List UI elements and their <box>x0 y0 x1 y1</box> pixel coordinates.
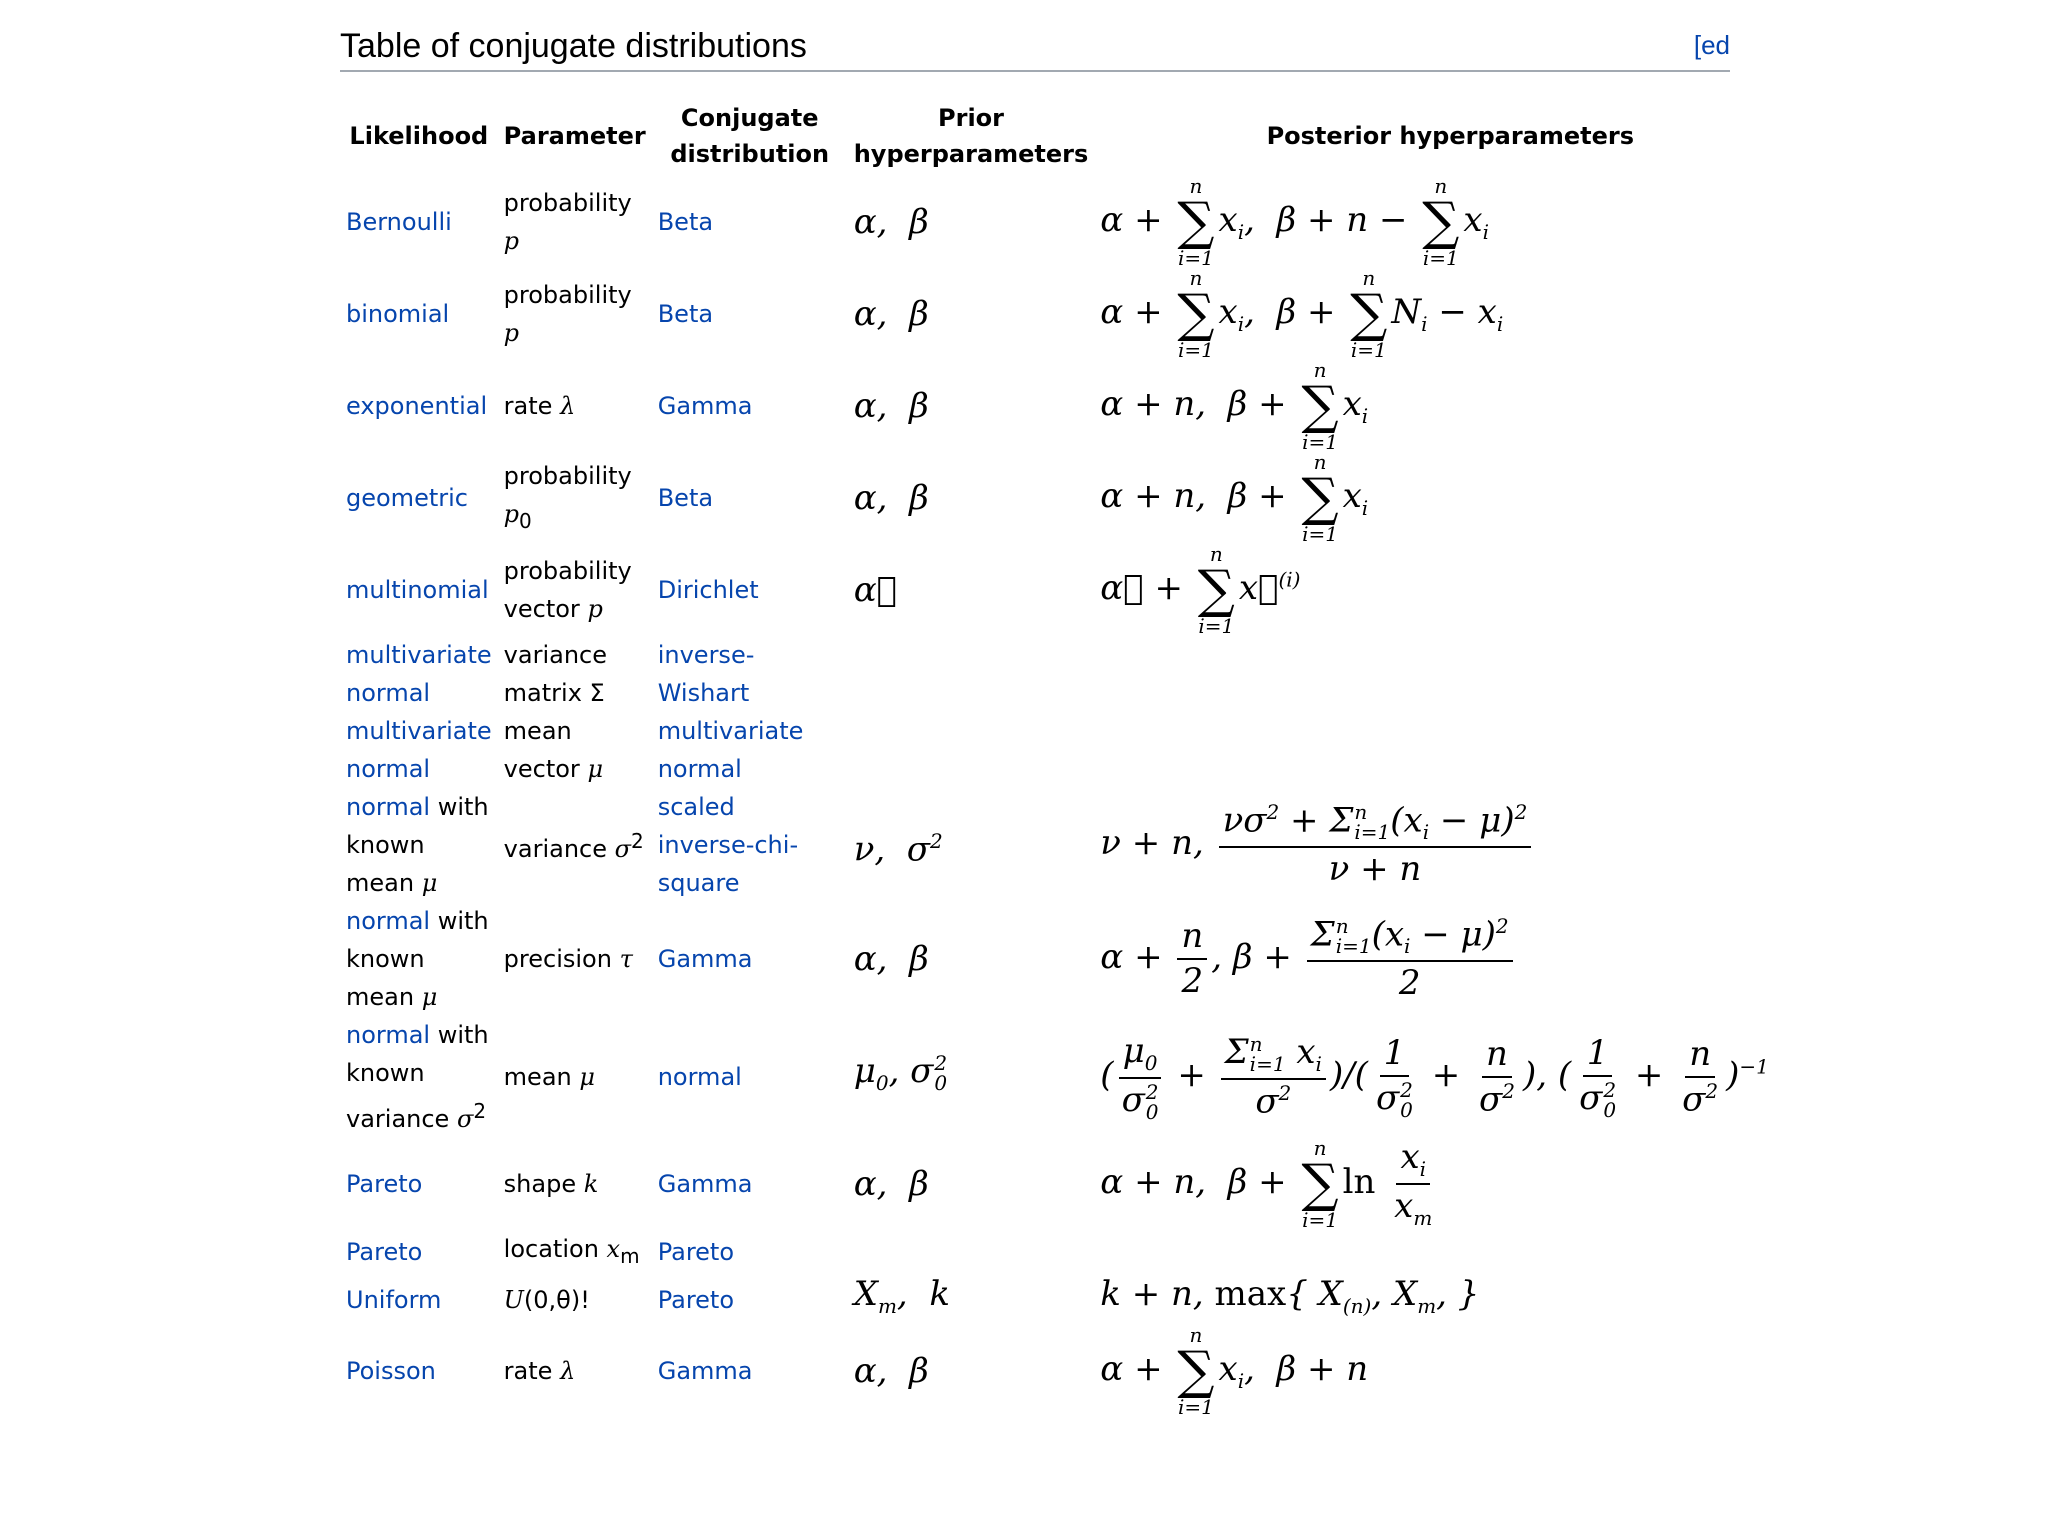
posterior-hyperparameters-cell: α⃗ + n ∑ i=1 x⃗$^{(i)}$ <box>1100 542 1301 638</box>
fraction: 1 σ 2 0 <box>1579 1032 1617 1123</box>
header-conjugate: Conjugate distribution <box>670 104 830 168</box>
likelihood-cell[interactable]: Poisson <box>346 1356 436 1385</box>
header-posterior: Posterior hyperparameters <box>1266 122 1635 150</box>
section-heading <box>340 22 1730 72</box>
parameter-cell: shape k <box>503 1170 599 1198</box>
likelihood-cell: normal with known mean μ <box>346 793 489 897</box>
posterior-hyperparameters-cell <box>1094 636 1806 712</box>
posterior-hyperparameters-cell: ( $\mu_0$ σ 2 0 + Σ n i=1 $x_i$ $\sigma^2$ )/( 1 σ 2 0 + $\frac{n}{\sigma^2}$ ), ( 1 σ 2 0 + $\frac{n}{\sigma^2}$ )$^{-1}$ <box>1100 1031 1769 1124</box>
prior-hyperparameters-cell <box>848 636 1095 712</box>
prior-hyperparameters-cell: α, β <box>853 478 929 518</box>
edit-link[interactable]: [ed <box>1693 30 1730 60</box>
conjugate-cell[interactable]: normal <box>657 1063 742 1091</box>
prior-hyperparameters-cell <box>848 712 1095 788</box>
prior-hyperparameters-cell: α, β <box>853 202 929 242</box>
table-row <box>340 544 1806 636</box>
parameter-cell: probability p <box>503 189 632 255</box>
section-title: Table of conjugate distributions <box>340 27 807 65</box>
conjugate-cell[interactable]: Beta <box>657 484 714 512</box>
posterior-hyperparameters-cell: α + n, β + n ∑ i=1 $x_i$ <box>1100 450 1369 546</box>
conjugate-cell[interactable]: Pareto <box>657 1285 735 1314</box>
prior-hyperparameters-cell: α⃗ <box>853 570 898 610</box>
table-row <box>340 1275 1806 1325</box>
table-row <box>340 1138 1806 1230</box>
parameter-cell: rate λ <box>503 1356 576 1385</box>
posterior-hyperparameters-cell <box>1094 712 1806 788</box>
posterior-hyperparameters-cell: k + n, max{ $X_{(n)}$, $X_m$, } <box>1100 1273 1480 1318</box>
fraction: Σ n i=1 $(x_i - \mu)^2$ 2 <box>1307 915 1513 1003</box>
summation-symbol: n ∑ i=1 <box>1177 174 1215 270</box>
table-row <box>340 1016 1806 1138</box>
fraction: $\frac{x_i}{x_m}$ <box>1394 1137 1433 1230</box>
conjugate-cell[interactable]: Gamma <box>657 392 753 420</box>
fraction: Σ n i=1 $x_i$ $\sigma^2$ <box>1221 1033 1326 1121</box>
prior-hyperparameters-cell: α, β <box>853 386 929 426</box>
summation-symbol: n ∑ i=1 <box>1177 1322 1215 1419</box>
conjugate-cell[interactable]: Pareto <box>657 1238 735 1267</box>
fraction: $\frac{n}{\sigma^2}$ <box>1682 1033 1719 1120</box>
prior-hyperparameters-cell: α, β <box>853 1164 929 1204</box>
likelihood-cell: normal with known variance $\sigma^2$ <box>346 1021 489 1133</box>
prior-hyperparameters-cell <box>848 1230 1095 1275</box>
summation-symbol: n ∑ i=1 <box>1422 174 1460 270</box>
table-row <box>340 360 1806 452</box>
header-likelihood: Likelihood <box>349 122 489 150</box>
posterior-hyperparameters-cell <box>1094 1230 1806 1275</box>
table-header-row <box>340 96 1806 176</box>
prior-hyperparameters-cell: α, β <box>853 939 929 979</box>
parameter-cell: probability $p_0$ <box>503 461 632 533</box>
parameter-cell: precision τ <box>503 945 633 973</box>
likelihood-cell[interactable]: multivariate normal <box>346 717 492 783</box>
conjugate-cell[interactable]: multivariate normal <box>657 717 804 783</box>
summation-symbol: n ∑ i=1 <box>1301 450 1339 546</box>
parameter-cell: rate λ <box>503 392 576 420</box>
likelihood-cell[interactable]: Pareto <box>346 1170 423 1198</box>
table-row <box>340 712 1806 788</box>
posterior-hyperparameters-cell: α + $\frac{n}{2}$ , β + Σ n i=1 $(x_i - \mu)^2$ 2 <box>1094 902 1806 1016</box>
summation-symbol: n ∑ i=1 <box>1177 266 1215 362</box>
summation-symbol: n ∑ i=1 <box>1197 542 1235 638</box>
likelihood-cell[interactable]: geometric <box>346 484 468 512</box>
parameter-cell: mean μ <box>503 1063 595 1091</box>
conjugate-distributions-table <box>340 96 1806 1417</box>
posterior-hyperparameters-cell: α + n ∑ i=1 $x_i$, β + n − n ∑ i=1 $x_i$ <box>1100 174 1489 270</box>
parameter-cell: variance matrix Σ <box>503 641 607 707</box>
conjugate-cell[interactable]: inverse-Wishart <box>657 641 755 707</box>
prior-hyperparameters-cell: ν, $\sigma^2$ <box>853 828 943 870</box>
fraction: $\frac{n}{\sigma^2}$ <box>1479 1033 1515 1120</box>
likelihood-cell[interactable]: multinomial <box>346 576 489 604</box>
parameter-cell: probability vector p <box>503 557 632 623</box>
likelihood-cell[interactable]: binomial <box>346 300 450 328</box>
conjugate-cell[interactable]: Gamma <box>657 1170 753 1198</box>
parameter-cell: location $x_m$ <box>503 1235 640 1268</box>
table-row <box>340 1325 1806 1417</box>
fraction: $\nu\sigma^2 + \Sigma$ n i=1 $(x_i - \mu)^2$ ν + n <box>1219 801 1532 889</box>
posterior-hyperparameters-cell: α + n ∑ i=1 $x_i$, β + n <box>1100 1322 1369 1419</box>
conjugate-cell[interactable]: Dirichlet <box>657 576 759 604</box>
posterior-hyperparameters-cell: ν + n, $\nu\sigma^2 + \Sigma$ n i=1 $(x_i - \mu)^2$ ν + n <box>1094 788 1806 902</box>
header-prior: Prior hyperparameters <box>853 104 1089 168</box>
posterior-hyperparameters-cell: α + n, β + n ∑ i=1 ln $\frac{x_i}{x_m}$ <box>1094 1138 1806 1230</box>
likelihood-cell[interactable]: Bernoulli <box>346 208 452 236</box>
summation-symbol: n ∑ i=1 <box>1301 1136 1339 1232</box>
parameter-cell: probability p <box>503 281 632 347</box>
conjugate-cell[interactable]: Beta <box>657 208 714 236</box>
table-row <box>340 1230 1806 1275</box>
table-row <box>340 788 1806 902</box>
prior-hyperparameters-cell: $X_m$, k <box>853 1273 950 1318</box>
table-row <box>340 452 1806 544</box>
fraction: $\mu_0$ σ 2 0 <box>1118 1032 1163 1122</box>
header-parameter: Parameter <box>503 122 646 150</box>
likelihood-cell[interactable]: exponential <box>346 392 488 420</box>
prior-hyperparameters-cell: α, β <box>853 1350 929 1391</box>
likelihood-cell[interactable]: multivariate normal <box>346 641 492 707</box>
conjugate-cell[interactable]: scaled inverse-chi-square <box>657 793 799 897</box>
table-row <box>340 268 1806 360</box>
conjugate-cell[interactable]: Gamma <box>657 945 753 973</box>
parameter-cell: U(0,θ)! <box>503 1285 590 1314</box>
table-row <box>340 636 1806 712</box>
posterior-hyperparameters-cell: α + n ∑ i=1 $x_i$, β + n ∑ i=1 $N_i - x_i$ <box>1100 266 1504 362</box>
fraction: $\frac{n}{2}$ <box>1177 917 1207 1001</box>
posterior-hyperparameters-cell: α + n, β + n ∑ i=1 $x_i$ <box>1100 358 1369 454</box>
fraction: 1 σ 2 0 <box>1375 1032 1413 1123</box>
prior-hyperparameters-cell: $\mu_0$, σ 2 0 <box>853 1051 948 1096</box>
likelihood-cell: normal with known mean μ <box>346 907 489 1011</box>
table-row <box>340 176 1806 268</box>
summation-symbol: n ∑ i=1 <box>1350 266 1388 362</box>
conjugate-cell[interactable]: Gamma <box>657 1356 753 1385</box>
parameter-cell: mean vector μ <box>503 717 604 783</box>
summation-symbol: n ∑ i=1 <box>1301 358 1339 454</box>
likelihood-cell[interactable]: Uniform <box>346 1285 442 1314</box>
likelihood-cell[interactable]: Pareto <box>346 1238 423 1267</box>
conjugate-cell[interactable]: Beta <box>657 300 714 328</box>
table-row <box>340 902 1806 1016</box>
parameter-cell: variance $\sigma^2$ <box>503 829 644 863</box>
prior-hyperparameters-cell: α, β <box>853 294 929 334</box>
